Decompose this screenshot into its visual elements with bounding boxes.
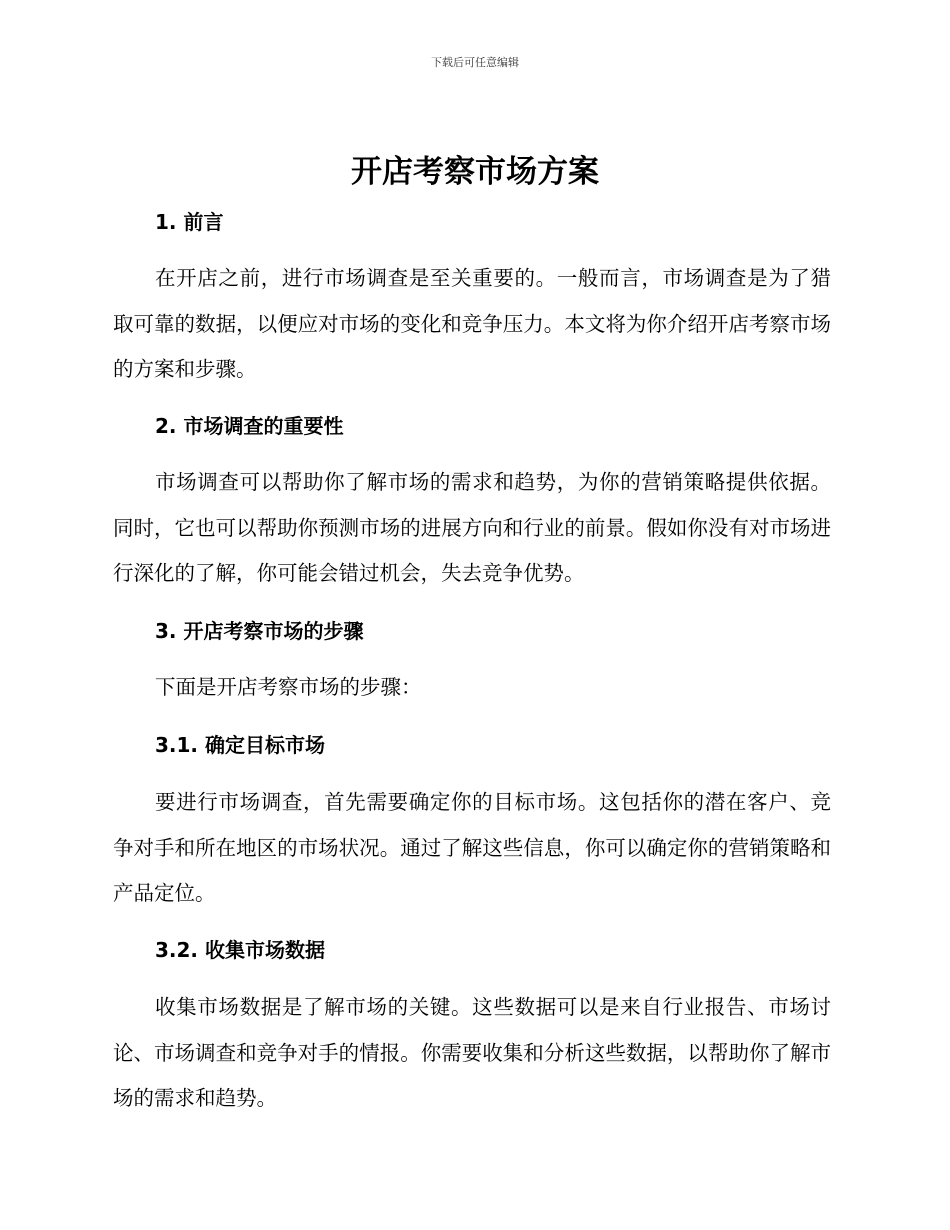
section-paragraph-target-market: 要进行市场调查，首先需要确定你的目标市场。这包括你的潜在客户、竞争对手和所在地区的市场状况。通过了解这些信息，你可以确定你的营销策略和产品定位。 (113, 790, 831, 905)
header-note: 下载后可任意编辑 (431, 56, 519, 69)
page-title: 开店考察市场方案 (351, 154, 599, 190)
section-heading-preface: 1. 前言 (155, 210, 224, 234)
section-heading-steps: 3. 开店考察市场的步骤 (155, 619, 364, 643)
section-paragraph-steps: 下面是开店考察市场的步骤： (155, 675, 422, 699)
section-heading-collect-data: 3.2. 收集市场数据 (155, 938, 325, 962)
section-paragraph-preface: 在开店之前，进行市场调查是至关重要的。一般而言，市场调查是为了猎取可靠的数据，以便应对市场的变化和竞争压力。本文将为你介绍开店考察市场的方案和步骤。 (113, 266, 831, 381)
section-heading-target-market: 3.1. 确定目标市场 (155, 733, 325, 757)
section-heading-importance: 2. 市场调查的重要性 (155, 414, 344, 438)
section-paragraph-collect-data: 收集市场数据是了解市场的关键。这些数据可以是来自行业报告、市场讨论、市场调查和竞争对手的情报。你需要收集和分析这些数据，以帮助你了解市场的需求和趋势。 (113, 995, 831, 1110)
section-paragraph-importance: 市场调查可以帮助你了解市场的需求和趋势，为你的营销策略提供依据。同时，它也可以帮助你预测市场的进展方向和行业的前景。假如你没有对市场进行深化的了解，你可能会错过机会，失去竞争优势。 (113, 470, 831, 585)
